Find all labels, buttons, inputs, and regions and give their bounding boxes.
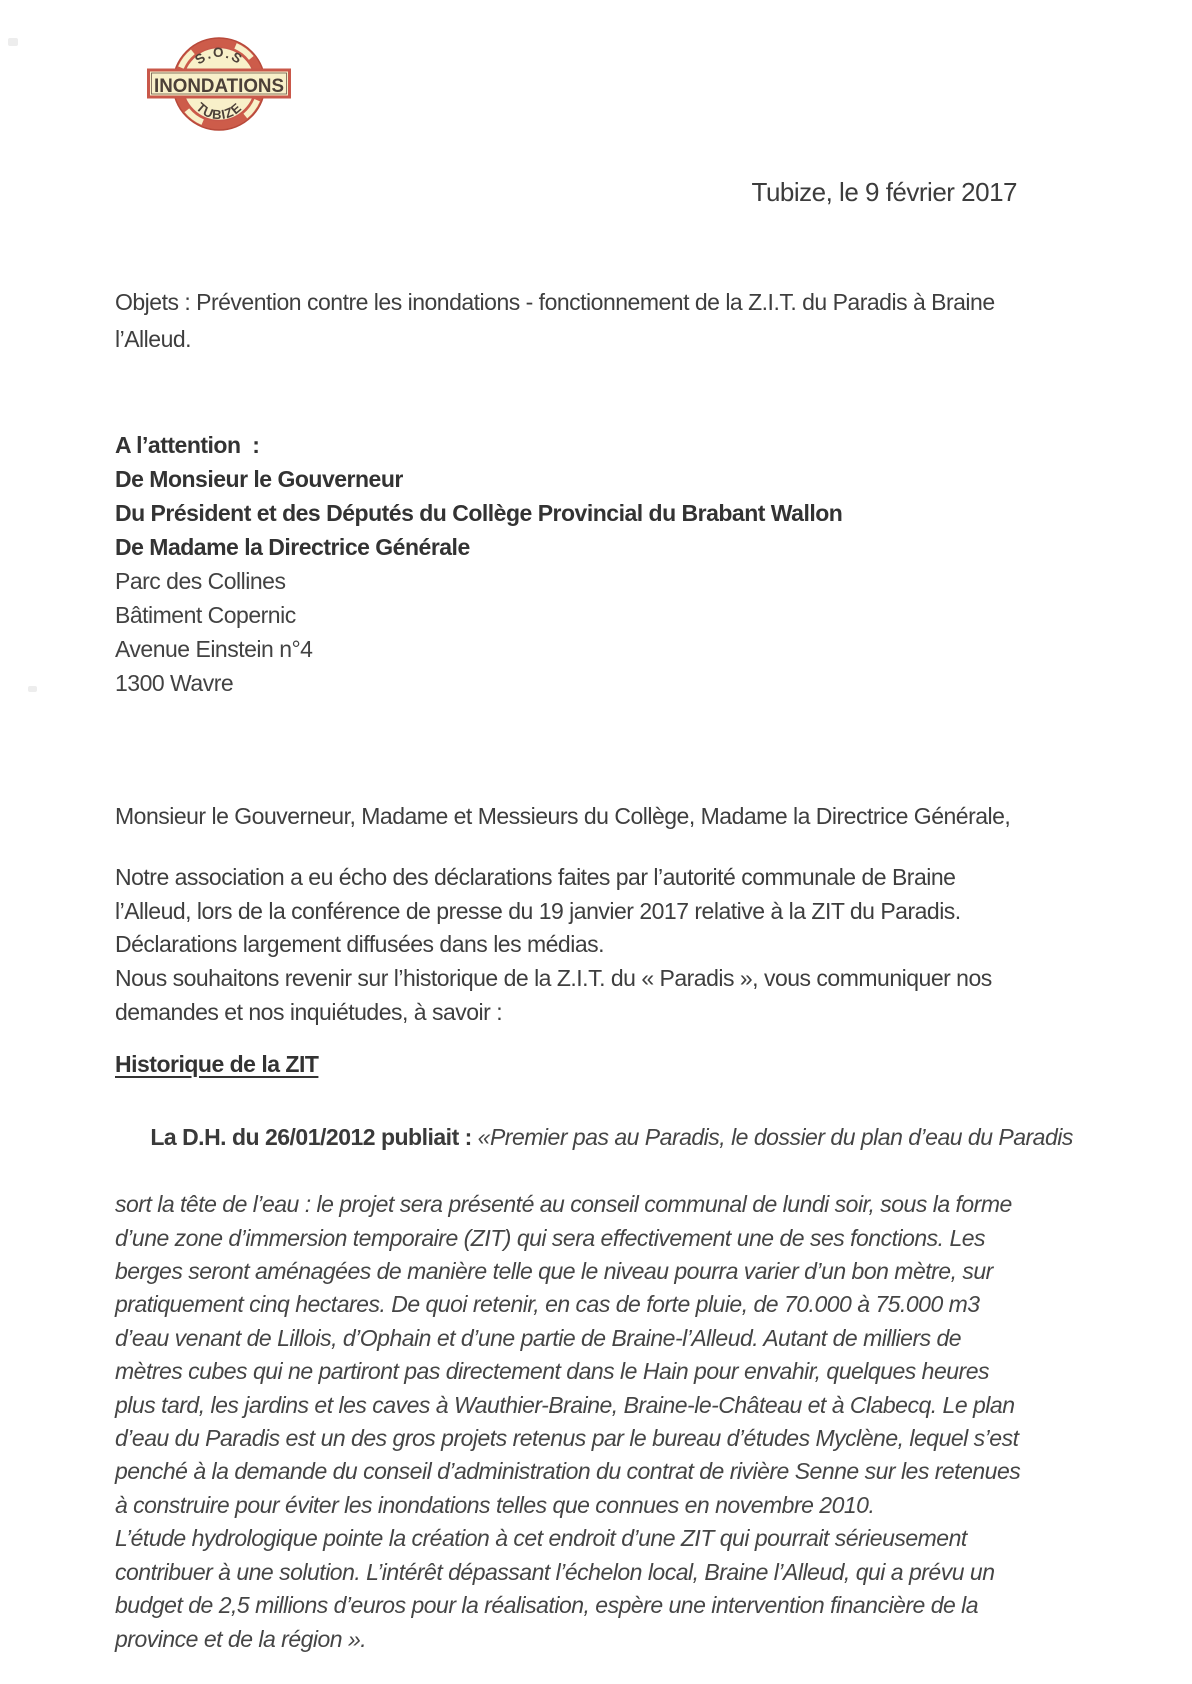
scan-speckle — [8, 38, 18, 46]
quote-intro: La D.H. du 26/01/2012 publiait : — [150, 1124, 478, 1151]
body-line: Notre association a eu écho des déclarations faites par l’autorité communale de Braine — [115, 864, 956, 890]
logo-top-text: S.O.S — [192, 45, 246, 68]
organization-logo — [147, 36, 291, 135]
history-quote-block — [115, 1088, 1073, 1656]
subject-line: l’Alleud. — [115, 326, 192, 352]
quote-line: d’eau du Paradis est un des gros projets retenus par le bureau d’études Myclène, lequel s’est — [115, 1425, 1019, 1452]
body-line: demandes et nos inquiétudes, à savoir : — [115, 998, 503, 1025]
address-line: 1300 Wavre — [115, 670, 234, 696]
lifebuoy-stamp-icon — [147, 36, 291, 135]
recipient-line: Du Président et des Députés du Collège Provincial du Brabant Wallon — [115, 500, 843, 526]
attention-label: A l’attention : — [115, 432, 260, 458]
recipient-line: De Madame la Directrice Générale — [115, 534, 470, 560]
quote-line: berges seront aménagées de manière telle que le niveau pourra varier d’un bon mètre, sur — [115, 1258, 993, 1285]
quote-line: pratiquement cinq hectares. De quoi retenir, en cas de forte pluie, de 70.000 à 75.000 m3 — [115, 1291, 980, 1318]
quote-line: d’eau venant de Lillois, d’Ophain et d’une partie de Braine-l’Alleud. Autant de milliers de — [115, 1324, 962, 1351]
subject-block — [115, 284, 995, 358]
quote-line: contribuer à une solution. L’intérêt dépassant l’échelon local, Braine l’Alleud, qui a prévu un — [115, 1558, 995, 1585]
body-line: l’Alleud, lors de la conférence de presse du 19 janvier 2017 relative à la ZIT du Paradis. — [115, 897, 961, 924]
quote-line — [115, 1088, 1073, 1188]
quote-line: budget de 2,5 millions d’euros pour la réalisation, espère une intervention financière de la — [115, 1592, 979, 1619]
quote-line: d’une zone d’immersion temporaire (ZIT) qui sera effectivement une de ses fonctions. Les — [115, 1224, 986, 1251]
section-heading: Historique de la ZIT — [115, 1051, 319, 1077]
body-line: Nous souhaitons revenir sur l’historique de la Z.I.T. du « Paradis », vous communiquer nos — [115, 965, 992, 992]
quote-line: à construire pour éviter les inondations telles que connues en novembre 2010. — [115, 1491, 875, 1518]
quote-line: penché à la demande du conseil d’administration du contrat de rivière Senne sur les retenues — [115, 1458, 1021, 1485]
quote-line: mètres cubes qui ne partiront pas directement dans le Hain pour envahir, quelques heures — [115, 1358, 989, 1385]
quote-line: sort la tête de l’eau : le projet sera présenté au conseil communal de lundi soir, sous la forme — [115, 1191, 1012, 1218]
address-line: Bâtiment Copernic — [115, 602, 296, 628]
quote-line: plus tard, les jardins et les caves à Wauthier-Braine, Braine-le-Château et à Clabecq. Le plan — [115, 1391, 1015, 1418]
logo-banner-text: INONDATIONS — [154, 75, 284, 97]
quote-line: L’étude hydrologique pointe la création à cet endroit d’une ZIT qui pourrait sérieusement — [115, 1525, 967, 1552]
recipient-line: De Monsieur le Gouverneur — [115, 466, 403, 492]
scan-speckle — [28, 686, 37, 692]
recipient-block — [115, 428, 842, 700]
subject-line: Objets : Prévention contre les inondations - fonctionnement de la Z.I.T. du Paradis à Braine — [115, 289, 995, 315]
date-line: Tubize, le 9 février 2017 — [751, 177, 1017, 207]
logo-bottom-text: TUBIZE — [193, 99, 245, 123]
quote-line: province et de la région ». — [115, 1625, 367, 1652]
address-line: Avenue Einstein n°4 — [115, 636, 313, 662]
body-line: Déclarations largement diffusées dans les médias. — [115, 931, 605, 958]
opening-paragraphs — [115, 861, 992, 1030]
salutation-line: Monsieur le Gouverneur, Madame et Messieurs du Collège, Madame la Directrice Générale, — [115, 803, 1011, 829]
address-line: Parc des Collines — [115, 568, 286, 594]
quote-opening: «Premier pas au Paradis, le dossier du plan d’eau du Paradis — [477, 1124, 1073, 1151]
